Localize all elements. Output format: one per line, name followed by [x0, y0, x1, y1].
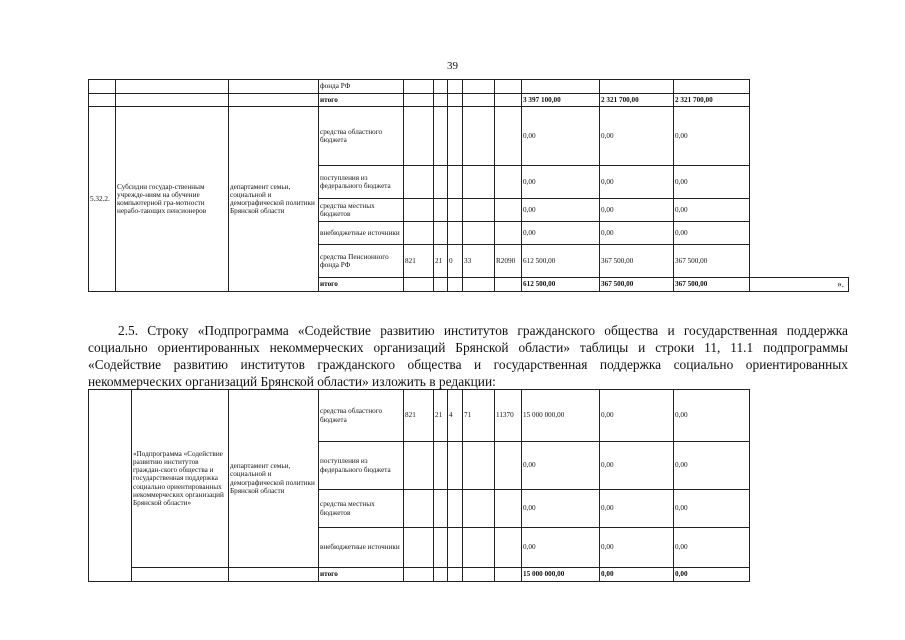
source-cell: поступления из федерального бюджета	[319, 442, 404, 490]
amount-cell: 0,00	[522, 490, 600, 528]
amount-cell: 0,00	[600, 528, 674, 568]
amount-cell: 0,00	[600, 222, 674, 245]
amount-cell: 0,00	[600, 442, 674, 490]
page-number: 39	[447, 60, 458, 72]
budget-table-top	[88, 79, 849, 292]
source-cell: итого	[319, 94, 404, 107]
table-row	[89, 94, 849, 107]
amount-cell: 2 321 700,00	[674, 94, 750, 107]
rz-cell: 21	[434, 245, 448, 278]
amount-cell: 0,00	[522, 222, 600, 245]
source-cell: итого	[319, 278, 404, 292]
cell	[229, 80, 319, 94]
table-row	[89, 390, 849, 442]
cell	[89, 80, 116, 94]
subprogram-executor: департамент семьи, социальной и демографической политики Брянской области	[229, 390, 319, 568]
csr-cell: 33	[463, 245, 495, 278]
source-cell: внебюджетные источники	[319, 528, 404, 568]
amount-cell: 0,00	[674, 390, 750, 442]
amount-cell: 15 000 000,00	[522, 390, 600, 442]
csr-cell: 71	[463, 390, 495, 442]
amount-cell: 367 500,00	[674, 278, 750, 292]
amount-cell: 367 500,00	[600, 278, 674, 292]
amount-cell: 15 000 000,00	[522, 568, 600, 582]
table-row	[89, 107, 849, 166]
amount-cell: 612 500,00	[522, 245, 600, 278]
source-cell: средства местных бюджетов	[319, 490, 404, 528]
amount-cell: 0,00	[674, 199, 750, 222]
amount-cell: 0,00	[600, 199, 674, 222]
item-name: Субсидии государ-ственным учрежде-ниям на обучение компьютерной гра-мотности нерабо-тающих пенсионеров	[116, 107, 229, 292]
source-cell: средства Пенсионного фонда РФ	[319, 245, 404, 278]
table-row	[89, 568, 849, 582]
amount-cell: 2 321 700,00	[600, 94, 674, 107]
cell	[89, 390, 132, 582]
instruction-paragraph: 2.5. Строку «Подпрограмма «Содействие развитию институтов гражданского общества и государственная поддержка социально ориентированных некоммерческих организаций Брянской области» таблицы и строки 11, 11.1 подпрограммы «Содействие развитию институтов гражданского общества и государственная поддержка социально ориентированных некоммерческих организаций Брянской области» изложить в редакции:	[88, 323, 848, 389]
grbs-cell: 821	[404, 390, 434, 442]
budget-table-bottom	[88, 389, 849, 582]
rz-cell: 21	[434, 390, 448, 442]
subprogram-name: «Подпрограмма «Содействие развитию институтов граждан-ского общества и государственная поддержка социально ориентированных некоммерческих организаций Брянской области»	[132, 390, 229, 568]
source-cell: внебюджетные источники	[319, 222, 404, 245]
item-number: 5.32.2.	[89, 107, 116, 292]
amount-cell: 0,00	[522, 528, 600, 568]
amount-cell: 0,00	[674, 568, 750, 582]
vr-cell: R2090	[495, 245, 522, 278]
source-cell: итого	[319, 568, 404, 582]
closing-quote: ».	[750, 278, 849, 292]
source-cell: фонда РФ	[319, 80, 404, 94]
vr-cell: 11370	[495, 390, 522, 442]
pr-cell: 0	[448, 245, 463, 278]
amount-cell: 0,00	[674, 528, 750, 568]
amount-cell: 0,00	[600, 166, 674, 199]
pr-cell: 4	[448, 390, 463, 442]
amount-cell: 0,00	[522, 442, 600, 490]
source-cell: средства местных бюджетов	[319, 199, 404, 222]
amount-cell: 367 500,00	[674, 245, 750, 278]
amount-cell: 0,00	[674, 166, 750, 199]
amount-cell: 0,00	[600, 568, 674, 582]
grbs-cell: 821	[404, 245, 434, 278]
amount-cell: 367 500,00	[600, 245, 674, 278]
amount-cell: 0,00	[600, 390, 674, 442]
amount-cell: 0,00	[522, 107, 600, 166]
amount-cell: 0,00	[600, 107, 674, 166]
amount-cell: 0,00	[600, 490, 674, 528]
source-cell: средства областного бюджета	[319, 390, 404, 442]
source-cell: поступления из федерального бюджета	[319, 166, 404, 199]
item-executor: департамент семьи, социальной и демографической политики Брянской области	[229, 107, 319, 292]
amount-cell: 0,00	[674, 107, 750, 166]
amount-cell: 0,00	[522, 199, 600, 222]
amount-cell: 0,00	[674, 222, 750, 245]
amount-cell: 0,00	[674, 490, 750, 528]
source-cell: средства областного бюджета	[319, 107, 404, 166]
amount-cell: 3 397 100,00	[522, 94, 600, 107]
amount-cell: 0,00	[674, 442, 750, 490]
amount-cell: 612 500,00	[522, 278, 600, 292]
amount-cell: 0,00	[522, 166, 600, 199]
table-row	[89, 80, 849, 94]
cell	[116, 80, 229, 94]
